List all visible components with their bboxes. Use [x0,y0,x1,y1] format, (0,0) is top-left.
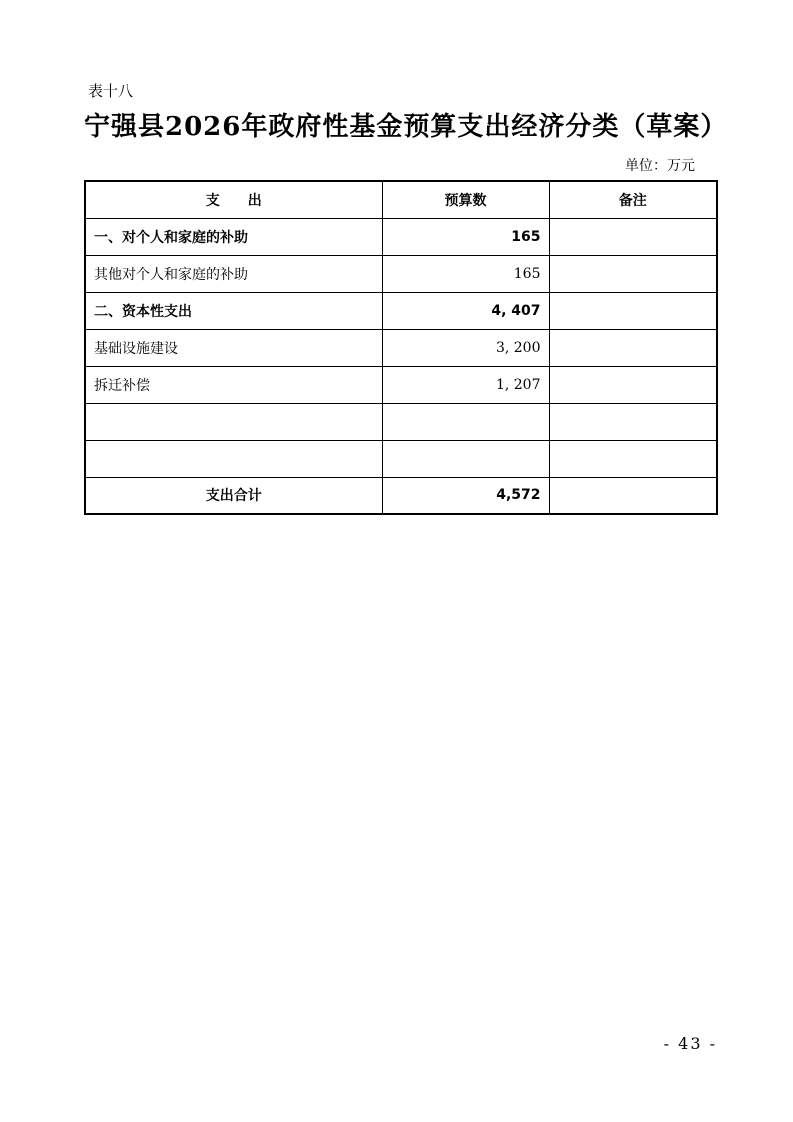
table-row [85,218,717,255]
page-title: 宁强县2026年政府性基金预算支出经济分类（草案） [84,112,728,142]
table-row [85,329,717,366]
row-value: 3, 200 [382,329,549,366]
row-label: 其他对个人和家庭的补助 [85,255,382,292]
row-note [549,366,717,403]
row-label [85,440,382,477]
total-label: 支出合计 [85,477,382,514]
row-label: 拆迁补偿 [85,366,382,403]
row-note [549,440,717,477]
row-value [382,403,549,440]
row-value: 4, 407 [382,292,549,329]
table-label: 表十八 [88,82,134,100]
table-header-row [85,181,717,218]
table-row-empty [85,440,717,477]
total-note [549,477,717,514]
row-value: 165 [382,255,549,292]
row-value [382,440,549,477]
table-row [85,366,717,403]
row-value: 1, 207 [382,366,549,403]
unit-label: 单位：万元 [625,158,695,174]
row-note [549,292,717,329]
table-row [85,255,717,292]
column-header-budget: 预算数 [382,181,549,218]
row-note [549,255,717,292]
page-number: - 43 - [663,1034,717,1053]
table-row-empty [85,403,717,440]
row-note [549,218,717,255]
budget-table [84,180,718,515]
row-note [549,329,717,366]
row-value: 165 [382,218,549,255]
row-label: 二、资本性支出 [85,292,382,329]
total-value: 4,572 [382,477,549,514]
total-row [85,477,717,514]
row-label: 一、对个人和家庭的补助 [85,218,382,255]
column-header-expenditure: 支 出 [85,181,382,218]
row-label: 基础设施建设 [85,329,382,366]
row-label [85,403,382,440]
row-note [549,403,717,440]
column-header-remarks: 备注 [549,181,717,218]
table-row [85,292,717,329]
